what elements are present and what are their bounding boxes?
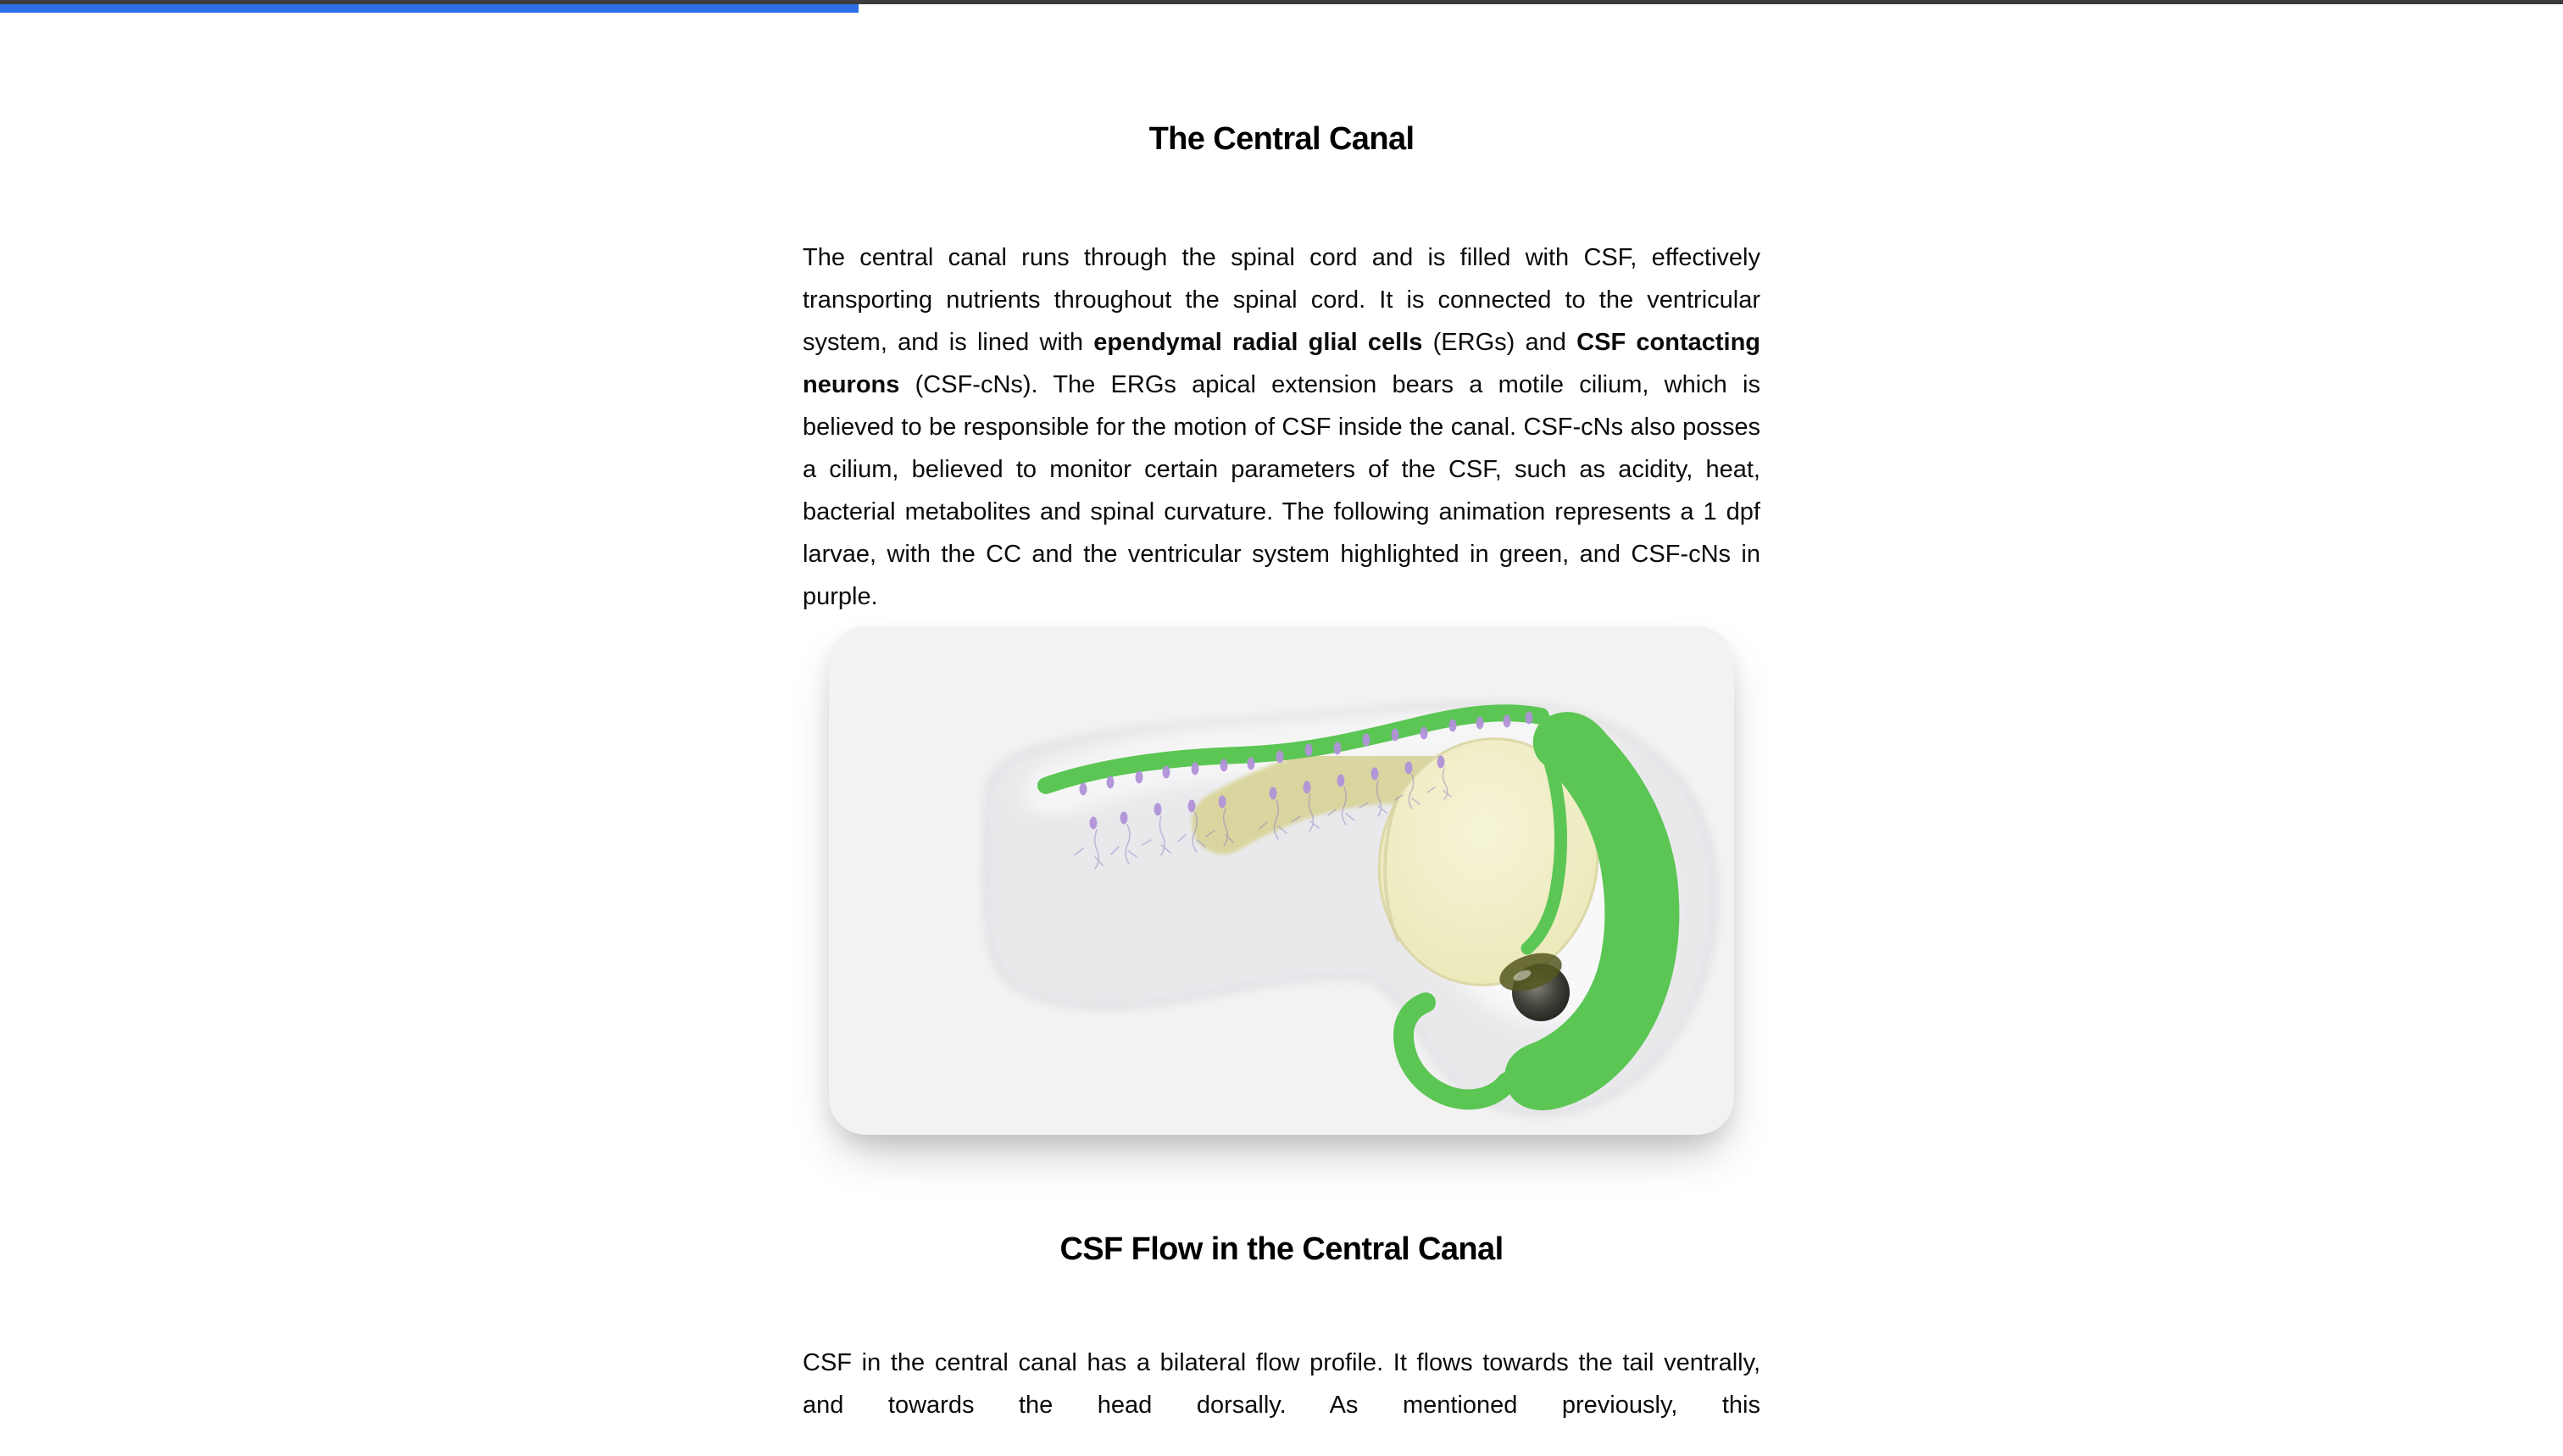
intro-paragraph: [803, 236, 1760, 618]
paragraph-text: (CSF-cNs). The ERGs apical extension bears a motile cilium, which is believed to be responsible for the motion of CSF inside the canal. CSF-cNs also posses a cilium, believed to monitor certain parameters of the CSF, such as acidity, heat, bacterial metabolites and spinal curvature. The following animation represents a 1 dpf larvae, with the CC and the ventricular system highlighted in green, and CSF-cNs in purple.: [803, 371, 1760, 610]
paragraph-text: (ERGs) and: [1422, 329, 1577, 356]
page-title: The Central Canal: [1148, 121, 1415, 157]
paragraph-text: The central canal runs through the spinal cord and is filled with CSF, effectively transporting nutrients throughout the spinal cord. It is connected to the ventricular system, and is lined with: [803, 244, 1760, 356]
section-title-csf-flow: CSF Flow in the Central Canal: [1059, 1231, 1504, 1267]
bold-term-csf-cns: CSF contacting neurons: [803, 329, 1761, 398]
zebrafish-larva-illustration: [829, 626, 1734, 1135]
bold-term-ergs: ependymal radial glial cells: [1093, 329, 1423, 356]
csf-flow-paragraph: CSF in the central canal has a bilateral flow profile. It flows towards the tail ventrally, and towards the head dorsally. As mentioned previously, this: [803, 1349, 1760, 1419]
larva-animation-figure: [829, 626, 1734, 1135]
page-load-progress-bar: [0, 4, 859, 13]
article: [803, 13, 1760, 1426]
